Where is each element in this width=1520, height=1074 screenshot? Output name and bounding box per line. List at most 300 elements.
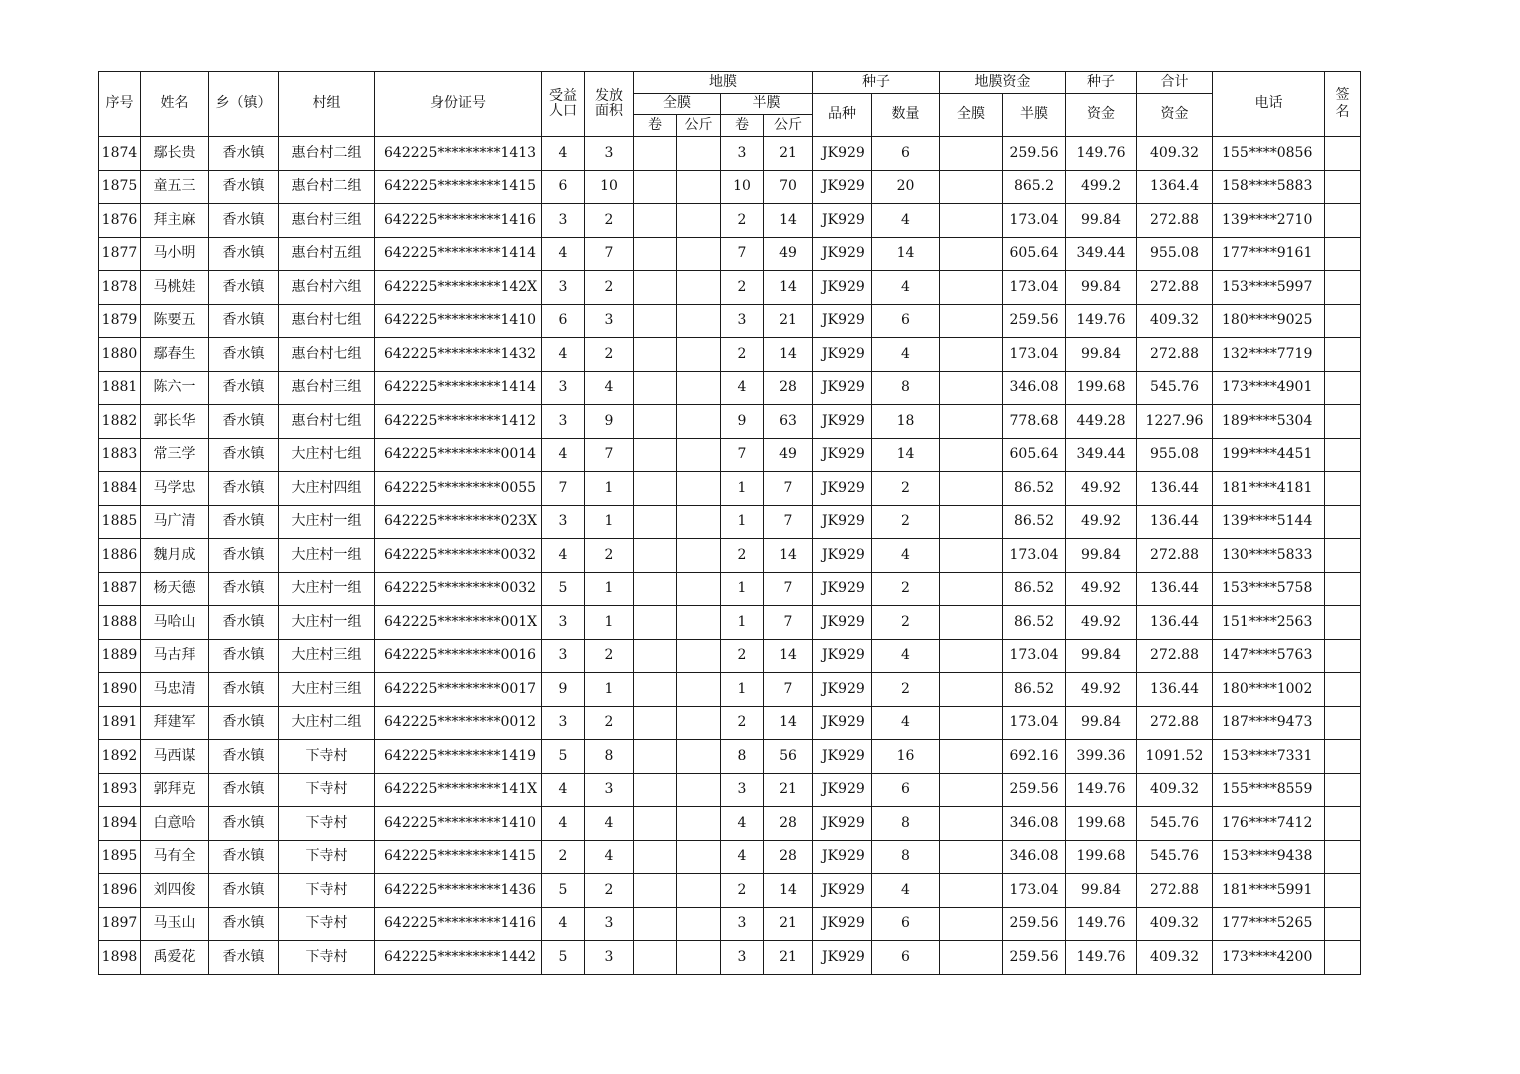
cell-town: 香水镇 — [209, 505, 279, 539]
cell-qty: 6 — [872, 304, 940, 338]
cell-pop: 6 — [542, 170, 585, 204]
cell-sign — [1325, 137, 1361, 171]
cell-village: 大庄村一组 — [279, 505, 375, 539]
cell-town: 香水镇 — [209, 773, 279, 807]
cell-fund-full — [940, 237, 1003, 271]
table-header — [99, 72, 1361, 137]
cell-seq: 1891 — [99, 706, 141, 740]
cell-fund-half: 173.04 — [1003, 338, 1066, 372]
cell-pop: 5 — [542, 572, 585, 606]
cell-full-kg — [677, 505, 721, 539]
header-quantity: 数量 — [872, 94, 940, 137]
cell-half-kg: 21 — [764, 137, 813, 171]
cell-total: 272.88 — [1137, 706, 1213, 740]
cell-fund-full — [940, 673, 1003, 707]
cell-pop: 3 — [542, 405, 585, 439]
cell-town: 香水镇 — [209, 405, 279, 439]
cell-sign — [1325, 740, 1361, 774]
cell-half-roll: 1 — [721, 472, 764, 506]
cell-fund-half: 346.08 — [1003, 807, 1066, 841]
cell-name: 马古拜 — [141, 639, 209, 673]
cell-pop: 7 — [542, 472, 585, 506]
cell-full-kg — [677, 807, 721, 841]
cell-full-roll — [634, 773, 677, 807]
cell-sign — [1325, 807, 1361, 841]
header-village: 村组 — [279, 72, 375, 137]
cell-fund-full — [940, 740, 1003, 774]
table-row — [99, 874, 1361, 908]
cell-phone: 153****7331 — [1213, 740, 1325, 774]
cell-sign — [1325, 338, 1361, 372]
cell-phone: 187****9473 — [1213, 706, 1325, 740]
cell-variety: JK929 — [813, 773, 872, 807]
cell-fund-full — [940, 606, 1003, 640]
cell-variety: JK929 — [813, 706, 872, 740]
cell-village: 大庄村一组 — [279, 539, 375, 573]
table-row — [99, 505, 1361, 539]
cell-half-kg: 14 — [764, 874, 813, 908]
cell-half-roll: 1 — [721, 606, 764, 640]
cell-seed-fund: 349.44 — [1066, 438, 1137, 472]
cell-half-kg: 7 — [764, 606, 813, 640]
cell-half-kg: 7 — [764, 673, 813, 707]
cell-seq: 1881 — [99, 371, 141, 405]
cell-phone: 181****5991 — [1213, 874, 1325, 908]
cell-seed-fund: 199.68 — [1066, 807, 1137, 841]
cell-village: 惠台村三组 — [279, 204, 375, 238]
header-beneficiaries — [542, 72, 585, 137]
cell-town: 香水镇 — [209, 606, 279, 640]
table-row — [99, 304, 1361, 338]
cell-full-kg — [677, 874, 721, 908]
cell-fund-half: 259.56 — [1003, 941, 1066, 975]
cell-town: 香水镇 — [209, 472, 279, 506]
cell-village: 大庄村四组 — [279, 472, 375, 506]
cell-half-kg: 14 — [764, 271, 813, 305]
cell-full-roll — [634, 706, 677, 740]
cell-sign — [1325, 874, 1361, 908]
table-row — [99, 740, 1361, 774]
cell-area: 10 — [585, 170, 634, 204]
cell-variety: JK929 — [813, 204, 872, 238]
cell-seq: 1883 — [99, 438, 141, 472]
cell-full-roll — [634, 840, 677, 874]
cell-variety: JK929 — [813, 405, 872, 439]
cell-seq: 1878 — [99, 271, 141, 305]
cell-id: 642225*********023X — [375, 505, 542, 539]
cell-area: 2 — [585, 706, 634, 740]
cell-town: 香水镇 — [209, 137, 279, 171]
cell-name: 禹爱花 — [141, 941, 209, 975]
cell-seq: 1888 — [99, 606, 141, 640]
cell-full-roll — [634, 572, 677, 606]
header-full-film: 全膜 — [634, 94, 721, 115]
cell-total: 272.88 — [1137, 338, 1213, 372]
cell-variety: JK929 — [813, 505, 872, 539]
cell-id: 642225*********0032 — [375, 572, 542, 606]
cell-full-roll — [634, 472, 677, 506]
cell-seed-fund: 449.28 — [1066, 405, 1137, 439]
cell-id: 642225*********1410 — [375, 304, 542, 338]
cell-pop: 4 — [542, 438, 585, 472]
cell-pop: 5 — [542, 874, 585, 908]
header-sign-line1: 签 — [1335, 86, 1350, 103]
cell-qty: 4 — [872, 706, 940, 740]
cell-pop: 4 — [542, 137, 585, 171]
cell-half-roll: 3 — [721, 304, 764, 338]
cell-full-roll — [634, 438, 677, 472]
cell-seq: 1875 — [99, 170, 141, 204]
cell-variety: JK929 — [813, 371, 872, 405]
cell-qty: 2 — [872, 472, 940, 506]
cell-variety: JK929 — [813, 572, 872, 606]
cell-town: 香水镇 — [209, 807, 279, 841]
cell-half-roll: 4 — [721, 371, 764, 405]
cell-seed-fund: 499.2 — [1066, 170, 1137, 204]
cell-phone: 177****9161 — [1213, 237, 1325, 271]
cell-pop: 4 — [542, 539, 585, 573]
cell-area: 9 — [585, 405, 634, 439]
cell-qty: 4 — [872, 204, 940, 238]
cell-full-kg — [677, 673, 721, 707]
cell-fund-half: 692.16 — [1003, 740, 1066, 774]
cell-half-roll: 4 — [721, 840, 764, 874]
cell-fund-half: 259.56 — [1003, 773, 1066, 807]
cell-area: 3 — [585, 907, 634, 941]
cell-total: 955.08 — [1137, 438, 1213, 472]
cell-full-kg — [677, 706, 721, 740]
cell-half-roll: 2 — [721, 874, 764, 908]
cell-fund-full — [940, 572, 1003, 606]
cell-name: 马学忠 — [141, 472, 209, 506]
cell-seed-fund: 199.68 — [1066, 371, 1137, 405]
cell-variety: JK929 — [813, 673, 872, 707]
cell-variety: JK929 — [813, 338, 872, 372]
header-seq: 序号 — [99, 72, 141, 137]
cell-fund-half: 173.04 — [1003, 639, 1066, 673]
cell-id: 642225*********1432 — [375, 338, 542, 372]
cell-full-kg — [677, 438, 721, 472]
cell-phone: 158****5883 — [1213, 170, 1325, 204]
table-row — [99, 371, 1361, 405]
cell-qty: 8 — [872, 807, 940, 841]
cell-half-roll: 3 — [721, 907, 764, 941]
cell-seed-fund: 99.84 — [1066, 874, 1137, 908]
cell-seq: 1885 — [99, 505, 141, 539]
cell-village: 下寺村 — [279, 874, 375, 908]
cell-name: 拜建军 — [141, 706, 209, 740]
cell-fund-full — [940, 539, 1003, 573]
cell-seq: 1889 — [99, 639, 141, 673]
cell-variety: JK929 — [813, 539, 872, 573]
cell-pop: 4 — [542, 773, 585, 807]
cell-sign — [1325, 840, 1361, 874]
cell-fund-full — [940, 304, 1003, 338]
cell-total: 409.32 — [1137, 137, 1213, 171]
cell-town: 香水镇 — [209, 371, 279, 405]
cell-qty: 4 — [872, 271, 940, 305]
cell-area: 1 — [585, 505, 634, 539]
cell-fund-full — [940, 639, 1003, 673]
cell-half-roll: 7 — [721, 237, 764, 271]
cell-fund-half: 605.64 — [1003, 438, 1066, 472]
cell-name: 马玉山 — [141, 907, 209, 941]
cell-total: 272.88 — [1137, 639, 1213, 673]
cell-full-kg — [677, 271, 721, 305]
cell-pop: 5 — [542, 740, 585, 774]
cell-seq: 1892 — [99, 740, 141, 774]
cell-total: 136.44 — [1137, 472, 1213, 506]
cell-full-kg — [677, 907, 721, 941]
cell-town: 香水镇 — [209, 706, 279, 740]
cell-village: 大庄村二组 — [279, 706, 375, 740]
table-row — [99, 773, 1361, 807]
cell-qty: 4 — [872, 639, 940, 673]
cell-qty: 14 — [872, 438, 940, 472]
cell-seed-fund: 149.76 — [1066, 137, 1137, 171]
cell-full-roll — [634, 371, 677, 405]
cell-name: 郭拜克 — [141, 773, 209, 807]
cell-qty: 8 — [872, 840, 940, 874]
cell-variety: JK929 — [813, 840, 872, 874]
cell-full-roll — [634, 807, 677, 841]
cell-total: 955.08 — [1137, 237, 1213, 271]
cell-half-kg: 7 — [764, 572, 813, 606]
cell-half-roll: 8 — [721, 740, 764, 774]
header-film-fund: 地膜资金 — [940, 72, 1066, 94]
cell-village: 大庄村三组 — [279, 673, 375, 707]
cell-variety: JK929 — [813, 438, 872, 472]
cell-fund-half: 259.56 — [1003, 137, 1066, 171]
cell-id: 642225*********1416 — [375, 204, 542, 238]
cell-name: 刘四俊 — [141, 874, 209, 908]
cell-name: 陈要五 — [141, 304, 209, 338]
cell-phone: 176****7412 — [1213, 807, 1325, 841]
cell-full-kg — [677, 204, 721, 238]
cell-village: 惠台村三组 — [279, 371, 375, 405]
cell-full-roll — [634, 941, 677, 975]
header-area — [585, 72, 634, 137]
cell-area: 2 — [585, 539, 634, 573]
cell-town: 香水镇 — [209, 740, 279, 774]
cell-town: 香水镇 — [209, 271, 279, 305]
cell-half-roll: 3 — [721, 941, 764, 975]
cell-id: 642225*********1412 — [375, 405, 542, 439]
cell-seed-fund: 49.92 — [1066, 673, 1137, 707]
cell-fund-full — [940, 706, 1003, 740]
cell-area: 1 — [585, 572, 634, 606]
cell-sign — [1325, 505, 1361, 539]
cell-pop: 3 — [542, 706, 585, 740]
cell-area: 7 — [585, 438, 634, 472]
cell-seed-fund: 99.84 — [1066, 539, 1137, 573]
cell-half-kg: 63 — [764, 405, 813, 439]
cell-total: 272.88 — [1137, 271, 1213, 305]
cell-pop: 6 — [542, 304, 585, 338]
header-area-line2: 面积 — [595, 103, 623, 119]
cell-variety: JK929 — [813, 874, 872, 908]
cell-half-roll: 2 — [721, 539, 764, 573]
cell-id: 642225*********1419 — [375, 740, 542, 774]
cell-variety: JK929 — [813, 740, 872, 774]
cell-fund-full — [940, 472, 1003, 506]
cell-sign — [1325, 237, 1361, 271]
cell-village: 惠台村六组 — [279, 271, 375, 305]
distribution-table — [98, 71, 1361, 975]
cell-sign — [1325, 941, 1361, 975]
cell-area: 7 — [585, 237, 634, 271]
cell-village: 下寺村 — [279, 907, 375, 941]
header-sign-line2: 名 — [1335, 104, 1350, 120]
cell-qty: 2 — [872, 505, 940, 539]
cell-qty: 20 — [872, 170, 940, 204]
cell-fund-full — [940, 941, 1003, 975]
cell-seq: 1890 — [99, 673, 141, 707]
cell-town: 香水镇 — [209, 438, 279, 472]
cell-half-roll: 3 — [721, 773, 764, 807]
cell-seed-fund: 149.76 — [1066, 773, 1137, 807]
cell-full-roll — [634, 170, 677, 204]
cell-seed-fund: 49.92 — [1066, 472, 1137, 506]
cell-total: 136.44 — [1137, 606, 1213, 640]
cell-full-roll — [634, 304, 677, 338]
cell-qty: 6 — [872, 137, 940, 171]
cell-total: 409.32 — [1137, 907, 1213, 941]
cell-half-kg: 28 — [764, 371, 813, 405]
cell-seq: 1894 — [99, 807, 141, 841]
cell-village: 惠台村七组 — [279, 304, 375, 338]
cell-total: 272.88 — [1137, 874, 1213, 908]
cell-id: 642225*********1414 — [375, 237, 542, 271]
cell-half-kg: 28 — [764, 840, 813, 874]
cell-pop: 4 — [542, 907, 585, 941]
cell-id: 642225*********0055 — [375, 472, 542, 506]
cell-id: 642225*********1414 — [375, 371, 542, 405]
cell-half-roll: 2 — [721, 338, 764, 372]
cell-id: 642225*********1416 — [375, 907, 542, 941]
cell-variety: JK929 — [813, 907, 872, 941]
cell-total: 136.44 — [1137, 572, 1213, 606]
cell-fund-full — [940, 271, 1003, 305]
cell-phone: 180****1002 — [1213, 673, 1325, 707]
cell-town: 香水镇 — [209, 941, 279, 975]
cell-town: 香水镇 — [209, 338, 279, 372]
cell-sign — [1325, 405, 1361, 439]
cell-village: 下寺村 — [279, 840, 375, 874]
cell-sign — [1325, 539, 1361, 573]
cell-name: 马忠清 — [141, 673, 209, 707]
header-name: 姓名 — [141, 72, 209, 137]
cell-full-roll — [634, 137, 677, 171]
cell-name: 童五三 — [141, 170, 209, 204]
cell-full-kg — [677, 840, 721, 874]
cell-id: 642225*********1413 — [375, 137, 542, 171]
cell-id: 642225*********1410 — [375, 807, 542, 841]
cell-full-kg — [677, 740, 721, 774]
cell-half-roll: 2 — [721, 271, 764, 305]
cell-full-roll — [634, 639, 677, 673]
cell-sign — [1325, 204, 1361, 238]
cell-seq: 1893 — [99, 773, 141, 807]
cell-total: 545.76 — [1137, 840, 1213, 874]
table-row — [99, 840, 1361, 874]
cell-variety: JK929 — [813, 606, 872, 640]
cell-seq: 1876 — [99, 204, 141, 238]
cell-full-kg — [677, 338, 721, 372]
table-row — [99, 170, 1361, 204]
cell-seed-fund: 99.84 — [1066, 204, 1137, 238]
cell-area: 2 — [585, 874, 634, 908]
cell-village: 惠台村七组 — [279, 338, 375, 372]
cell-pop: 4 — [542, 338, 585, 372]
header-half-roll: 卷 — [721, 115, 764, 137]
cell-half-roll: 3 — [721, 137, 764, 171]
header-fund-half: 半膜 — [1003, 94, 1066, 137]
cell-area: 4 — [585, 807, 634, 841]
cell-fund-half: 778.68 — [1003, 405, 1066, 439]
cell-qty: 4 — [872, 539, 940, 573]
cell-half-roll: 2 — [721, 204, 764, 238]
cell-half-roll: 4 — [721, 807, 764, 841]
cell-fund-full — [940, 907, 1003, 941]
cell-seed-fund: 99.84 — [1066, 338, 1137, 372]
header-seed-fund-bottom: 资金 — [1066, 94, 1137, 137]
cell-seq: 1877 — [99, 237, 141, 271]
table-row — [99, 271, 1361, 305]
cell-pop: 4 — [542, 807, 585, 841]
cell-village: 惠台村二组 — [279, 137, 375, 171]
cell-seq: 1880 — [99, 338, 141, 372]
cell-full-kg — [677, 572, 721, 606]
cell-name: 马桃娃 — [141, 271, 209, 305]
cell-village: 惠台村七组 — [279, 405, 375, 439]
cell-half-kg: 7 — [764, 472, 813, 506]
cell-full-kg — [677, 137, 721, 171]
cell-village: 惠台村五组 — [279, 237, 375, 271]
cell-name: 马哈山 — [141, 606, 209, 640]
cell-total: 545.76 — [1137, 807, 1213, 841]
cell-qty: 2 — [872, 572, 940, 606]
cell-phone: 147****5763 — [1213, 639, 1325, 673]
cell-half-roll: 7 — [721, 438, 764, 472]
cell-area: 4 — [585, 840, 634, 874]
cell-phone: 181****4181 — [1213, 472, 1325, 506]
cell-qty: 4 — [872, 338, 940, 372]
cell-pop: 4 — [542, 237, 585, 271]
cell-town: 香水镇 — [209, 639, 279, 673]
cell-area: 8 — [585, 740, 634, 774]
cell-total: 272.88 — [1137, 204, 1213, 238]
cell-sign — [1325, 673, 1361, 707]
header-area-line1: 发放 — [595, 87, 623, 104]
cell-pop: 3 — [542, 204, 585, 238]
cell-area: 3 — [585, 304, 634, 338]
cell-half-roll: 2 — [721, 639, 764, 673]
cell-fund-full — [940, 438, 1003, 472]
cell-area: 3 — [585, 137, 634, 171]
cell-variety: JK929 — [813, 304, 872, 338]
cell-area: 1 — [585, 606, 634, 640]
cell-pop: 3 — [542, 606, 585, 640]
cell-phone: 155****8559 — [1213, 773, 1325, 807]
table-row — [99, 807, 1361, 841]
cell-seq: 1898 — [99, 941, 141, 975]
cell-area: 1 — [585, 472, 634, 506]
cell-town: 香水镇 — [209, 907, 279, 941]
cell-pop: 5 — [542, 941, 585, 975]
cell-seed-fund: 99.84 — [1066, 639, 1137, 673]
cell-half-roll: 9 — [721, 405, 764, 439]
